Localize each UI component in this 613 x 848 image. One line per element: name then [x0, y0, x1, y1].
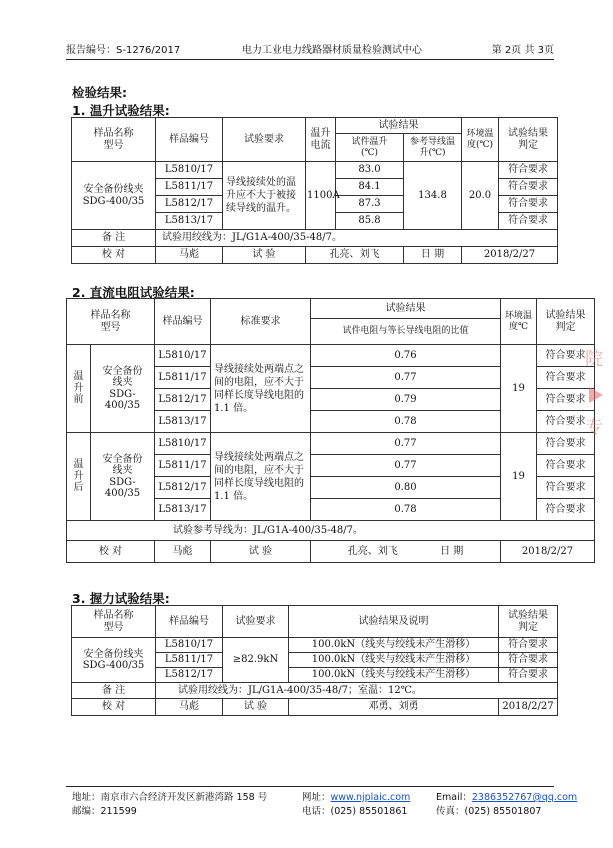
grip-note-label: 备 注 [72, 683, 156, 699]
dc-sample-name: 安全备份 线夹 SDG-400/35 [91, 345, 155, 433]
dc-testers: 孔亮、刘飞 [347, 545, 398, 557]
temp-ref-rise: 134.8 [404, 162, 462, 230]
footer-website: 网址：www.njplaic.com [302, 792, 411, 803]
dc-h-ratio: 试件电阻与等长导线电阻的比值 [311, 319, 501, 345]
dc-test-label: 试 验 [211, 541, 311, 563]
dc-resistance-table [66, 298, 595, 563]
grip-h-judge: 试验结果 判定 [499, 606, 558, 638]
temp-judgement: 符合要求 [499, 179, 558, 196]
temp-h-specimen-rise: 试件温升 (℃) [336, 134, 404, 162]
temp-note-label: 备 注 [72, 230, 156, 247]
grip-table [71, 605, 558, 716]
dc-ratio: 0.76 [311, 345, 501, 367]
temp-sample-no: L5810/17 [156, 162, 223, 179]
grip-h-req: 试验要求 [223, 606, 289, 638]
dc-judgement: 符合要求 [537, 499, 595, 521]
grip-check-label: 校 对 [72, 699, 156, 716]
red-seal-stamp [583, 335, 613, 455]
dc-ratio: 0.78 [311, 499, 501, 521]
dc-sample-no: L5810/17 [155, 433, 211, 455]
grip-result: 100.0kN（线夹与绞线未产生滑移） [289, 653, 499, 668]
email-link[interactable]: 2386352767@qq.com [471, 792, 578, 803]
temp-testers: 孔亮、刘飞 [306, 247, 404, 264]
grip-sample-no: L5810/17 [156, 638, 223, 653]
footer-rule [66, 786, 554, 787]
svg-text:院: 院 [585, 349, 603, 370]
temp-sample-no: L5811/17 [156, 179, 223, 196]
grip-testers: 邓勇、刘勇 [289, 699, 499, 716]
temp-judgement: 符合要求 [499, 162, 558, 179]
dc-group-after: 温 升 后 [67, 433, 91, 521]
dc-ratio: 0.77 [311, 367, 501, 389]
dc-requirement: 导线接续处两端点之间的电阻，应不大于同样长度导线电阻的 1.1 倍。 [211, 433, 311, 521]
dc-note: 试验参考导线为：JL/G1A-400/35-48/7。 [67, 521, 595, 541]
footer-phone: 电话：(025) 85501861 [302, 806, 408, 817]
temp-h-results: 试验结果 [336, 118, 462, 134]
dc-sample-no: L5810/17 [155, 345, 211, 367]
results-heading: 检验结果: [72, 85, 127, 100]
dc-check-label: 校 对 [67, 541, 155, 563]
temp-h-env: 环境温 度(℃) [462, 118, 499, 162]
temp-h-req: 试验要求 [223, 118, 306, 162]
temp-h-judge: 试验结果 判定 [499, 118, 558, 162]
grip-judgement: 符合要求 [499, 638, 558, 653]
dc-sample-no: L5813/17 [155, 499, 211, 521]
dc-judgement: 符合要求 [537, 455, 595, 477]
temp-rise-value: 84.1 [336, 179, 404, 196]
footer-fax: 传真：(025) 85501807 [436, 806, 542, 817]
temp-h-sample-no: 样品编号 [156, 118, 223, 162]
grip-note: 试验用绞线为：JL/G1A-400/35-48/7；室温：12℃。 [156, 683, 558, 699]
dc-ratio: 0.77 [311, 433, 501, 455]
report-number: 报告编号：S-1276/2017 [66, 45, 181, 56]
temp-note: 试验用绞线为：JL/G1A-400/35-48/7。 [156, 230, 558, 247]
dc-h-sample-name: 样品名称 型号 [67, 299, 155, 345]
website-link[interactable]: www.njplaic.com [330, 792, 411, 803]
grip-h-sample-name: 样品名称 型号 [72, 606, 156, 638]
dc-sample-no: L5813/17 [155, 411, 211, 433]
temp-current: 1100A [306, 162, 336, 230]
dc-checker: 马彪 [155, 541, 211, 563]
temp-sample-no: L5813/17 [156, 213, 223, 230]
grip-checker: 马彪 [156, 699, 223, 716]
temp-judgement: 符合要求 [499, 196, 558, 213]
dc-sample-no: L5812/17 [155, 477, 211, 499]
section-temp-title: 1. 温升试验结果: [72, 103, 170, 118]
dc-sample-no: L5812/17 [155, 389, 211, 411]
dc-judgement: 符合要求 [537, 433, 595, 455]
temp-requirement: 导线接续处的温升应不大于被接续导线的温升。 [223, 162, 306, 230]
dc-judgement: 符合要求 [537, 477, 595, 499]
grip-judgement: 符合要求 [499, 653, 558, 668]
grip-result: 100.0kN（线夹与绞线未产生滑移） [289, 638, 499, 653]
temp-test-label: 试 验 [223, 247, 306, 264]
dc-env-temp: 19 [501, 345, 537, 433]
footer-postcode: 邮编：211599 [72, 806, 137, 817]
dc-sample-no: L5811/17 [155, 367, 211, 389]
page-header [66, 41, 554, 57]
dc-testers-date [311, 541, 501, 563]
dc-h-judge: 试验结果 判定 [537, 299, 595, 345]
temp-sample-name: 安全备份线夹 SDG-400/35 [72, 162, 156, 230]
dc-ratio: 0.78 [311, 411, 501, 433]
grip-judgement: 符合要求 [499, 668, 558, 683]
dc-judgement: 符合要求 [537, 389, 595, 411]
section-dc-title: 2. 直流电阻试验结果: [72, 285, 195, 300]
temp-date-label: 日 期 [404, 247, 462, 264]
dc-date-label: 日 期 [440, 545, 464, 557]
dc-group-before: 温 升 前 [67, 345, 91, 433]
grip-h-sample-no: 样品编号 [156, 606, 223, 638]
dc-date: 2018/2/27 [501, 541, 595, 563]
temp-rise-value: 87.3 [336, 196, 404, 213]
temp-sample-no: L5812/17 [156, 196, 223, 213]
grip-sample-name: 安全备份线夹 SDG-400/35 [72, 638, 156, 683]
temp-date: 2018/2/27 [462, 247, 558, 264]
svg-text:专: 专 [585, 417, 603, 438]
temp-rise-value: 85.8 [336, 213, 404, 230]
center-name: 电力工业电力线路器材质量检验测试中心 [242, 45, 422, 56]
grip-test-label: 试 验 [223, 699, 289, 716]
dc-judgement: 符合要求 [537, 411, 595, 433]
grip-sample-no: L5811/17 [156, 653, 223, 668]
grip-requirement: ≥82.9kN [223, 638, 289, 683]
dc-sample-no: L5811/17 [155, 455, 211, 477]
header-rule [66, 59, 554, 60]
temp-checker: 马彪 [156, 247, 223, 264]
dc-judgement: 符合要求 [537, 345, 595, 367]
temp-rise-table [71, 117, 558, 264]
temp-env-temp: 20.0 [462, 162, 499, 230]
footer-address: 地址：南京市六合经济开发区新港湾路 158 号 [72, 792, 268, 803]
dc-requirement: 导线接续处两端点之间的电阻，应不大于同样长度导线电阻的 1.1 倍。 [211, 345, 311, 433]
dc-ratio: 0.80 [311, 477, 501, 499]
footer-email: Email：2386352767@qq.com [436, 792, 578, 803]
temp-check-label: 校 对 [72, 247, 156, 264]
dc-sample-name: 安全备份 线夹 SDG-400/35 [91, 433, 155, 521]
grip-h-result: 试验结果及说明 [289, 606, 499, 638]
temp-h-ref-rise: 参考导线温 升(℃) [404, 134, 462, 162]
section-grip-title: 3. 握力试验结果: [72, 591, 170, 606]
dc-h-results: 试验结果 [311, 299, 501, 319]
grip-result: 100.0kN（线夹与绞线未产生滑移） [289, 668, 499, 683]
temp-rise-value: 83.0 [336, 162, 404, 179]
dc-ratio: 0.79 [311, 389, 501, 411]
page-number: 第 2页 共 3页 [491, 45, 554, 56]
dc-judgement: 符合要求 [537, 367, 595, 389]
grip-sample-no: L5812/17 [156, 668, 223, 683]
temp-h-sample-name: 样品名称 型号 [72, 118, 156, 162]
dc-h-env: 环境温 度℃ [501, 299, 537, 345]
grip-date: 2018/2/27 [499, 699, 558, 716]
dc-ratio: 0.77 [311, 455, 501, 477]
dc-env-temp: 19 [501, 433, 537, 521]
temp-h-current: 温升 电流 [306, 118, 336, 162]
temp-judgement: 符合要求 [499, 213, 558, 230]
dc-h-std: 标准要求 [211, 299, 311, 345]
dc-h-sample-no: 样品编号 [155, 299, 211, 345]
